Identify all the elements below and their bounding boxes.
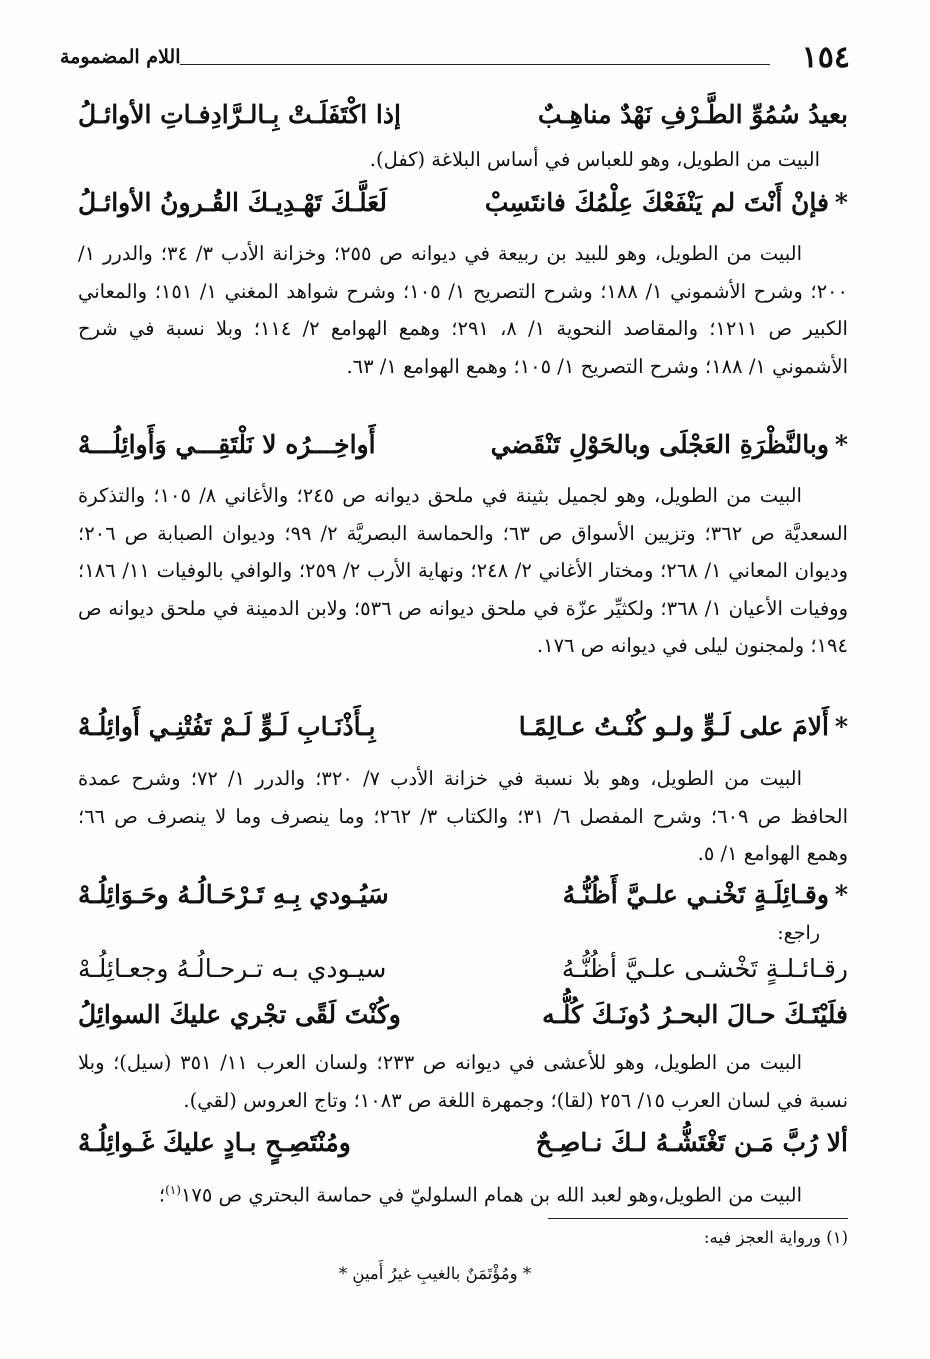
verse-first-half: وبالنَّظْرَةِ العَجْلَى وبالحَوْلِ تَنْقَضي <box>490 430 829 459</box>
commentary-7: البيت من الطويل،وهو لعبد الله بن همام السلوليّ في حماسة البحتري ص ١٧٥$^{(١)}$؛ <box>158 1183 802 1207</box>
verse-6 <box>78 1000 848 1046</box>
footnote-reference[interactable]: (١) <box>165 1183 181 1197</box>
verse-second-half: لَعَلَّـكَ تَهْـدِيـكَ القُـرونُ الأوائـلُ <box>78 188 387 217</box>
variant-second-half: سيـودي بـه تـرحـالُـهُ وجعـائِلُـهْ <box>78 954 387 983</box>
verse-first-half: ألا رُبَّ مَـن تَغْتَشُّـهُ لـكَ نـاصِـحٌ <box>535 1128 848 1157</box>
verse-first-half: فإنْ أَنْتَ لم يَنْفَعْكَ عِلْمُكَ فانتَسِبْ <box>484 188 829 217</box>
verse-first-half: أَلامَ على لَـوٍّ ولـو كُنْـتُ عـالِمًـا <box>518 712 829 741</box>
verse-2 <box>78 188 848 234</box>
verse-1 <box>78 100 848 146</box>
commentary-4: البيت من الطويل، وهو بلا نسبة في خزانة الأدب ٧/ ٣٢٠؛ والدرر ١/ ٧٢؛ وشرح عمدة الحافظ ص ٦٠٩؛ وشرح المفصل ٦/ ٣١؛ والكتاب ٣/ ٢٦٢؛ وما ينصرف وما لا ينصرف ص ٦٦؛ وهمع الهوامع ١/ ٥. <box>78 767 848 866</box>
verse-4 <box>78 712 848 758</box>
verse-3 <box>78 430 848 476</box>
page-number: ١٥٤ <box>801 40 850 75</box>
star-marker: * <box>834 430 848 459</box>
verse-5 <box>78 880 848 926</box>
footnote-rule <box>548 1218 848 1219</box>
header-rule <box>180 64 770 65</box>
verse-first-half: بعيدُ سُمُوِّ الطَّـرْفِ نَهْدٌ مناهِـبٌ <box>537 100 848 129</box>
verse-7 <box>78 1128 848 1174</box>
star-marker: * <box>834 712 848 741</box>
page-header <box>60 40 850 84</box>
verse-second-half: إذا اكْتَفَلَـتْ بِـالـرَّادِفـاتِ الأوائـلُ <box>78 100 401 129</box>
verse-second-half: سَيُـودي بِـهِ تَـرْحَـالُـهُ وحَـوَائِلُـهْ <box>78 880 389 909</box>
commentary-3: البيت من الطويل، وهو لجميل بثينة في ملحق ديوانه ص ٢٤٥؛ والأغاني ٨/ ١٠٥؛ والتذكرة السعديَّة ص ٣٦٢؛ وتزيين الأسواق ص ٦٣؛ والحماسة البصريَّة ٢/ ٩٩؛ وديوان الصبابة ص ٢٠٦؛ وديوان المعاني ١/ ٢٦٨؛ ومختار الأغاني ٢/ ٢٤٨؛ ونهاية الأرب ٢/ ٢٥٩؛ والوافي بالوفيات ١١/ ١٨٦؛ ووفيات الأعيان ١/ ٣٦٨؛ ولكثيِّر عزّة في ملحق ديوانه ص ٥٣٦؛ ولابن الدمينة في ملحق ديوانه ص ١٩٤؛ ولمجنون ليلى في ديوانه ص ١٧٦. <box>78 484 848 658</box>
verse-5-variant <box>78 954 848 1000</box>
commentary-1: البيت من الطويل، وهو للعباس في أساس البلاغة (كفل). <box>369 148 820 171</box>
verse-first-half: فلَيْتَـكَ حـالَ البحـرُ دُونَـكَ كُلُّـه <box>542 1000 848 1029</box>
verse-second-half: وكُنْتَ لَقًى تجْري عليكَ السوائِلُ <box>78 1000 401 1029</box>
verse-first-half: وقـائِلَـةٍ تَخْنـي علـيَّ أَظُنُّـهُ <box>562 880 829 909</box>
footnote-verse: * ومُؤْتَمَنٌ بالغيبِ غيرُ أَمينِ * <box>338 1264 532 1283</box>
star-marker: * <box>834 880 848 909</box>
variant-first-half: رقـائـلـةٍ تَخْشـى علـيَّ أظُنُّـهُ <box>561 954 848 983</box>
verse-second-half: ومُنْتَصِـحٍ بـادٍ عليكَ غَـوائِلُـهْ <box>78 1128 351 1157</box>
verse-second-half: بِـأَذْنَـابِ لَـوٍّ لَـمْ تَفُتْنِـي أَوائِلُـهْ <box>78 712 376 741</box>
commentary-2: البيت من الطويل، وهو للبيد بن ربيعة في ديوانه ص ٢٥٥؛ وخزانة الأدب ٣/ ٣٤؛ والدرر ١/ ٢٠٠؛ وشرح الأشموني ١/ ١٨٨؛ وشرح التصريح ١/ ١٠٥؛ وشرح شواهد المغني ١/ ١٥١؛ والمعاني الكبير ص ١٢١١؛ والمقاصد النحوية ١/ ٨، ٢٩١؛ وهمع الهوامع ٢/ ١١٤؛ وبلا نسبة في شرح الأشموني ١/ ١٨٨؛ وشرح التصريح ١/ ١٠٥؛ وهمع الهوامع ١/ ٦٣. <box>78 242 848 378</box>
see-note: راجع: <box>777 922 820 944</box>
commentary-6: البيت من الطويل، وهو للأعشى في ديوانه ص ٢٣٣؛ ولسان العرب ١١/ ٣٥١ (سيل)؛ وبلا نسبة في لسان العرب ١٥/ ٢٥٦ (لقا)؛ وجمهرة اللغة ص ١٠٨٣؛ وتاج العروس (لقي). <box>78 1051 848 1112</box>
star-marker: * <box>834 188 848 217</box>
verse-second-half: أَواخِـــرُه لا نَلْتَقِـــي وَأَوائِلُـــهْ <box>78 430 376 459</box>
section-title: اللام المضمومة <box>60 46 181 68</box>
footnote-1: (١) ورواية العجز فيه: <box>703 1228 848 1247</box>
